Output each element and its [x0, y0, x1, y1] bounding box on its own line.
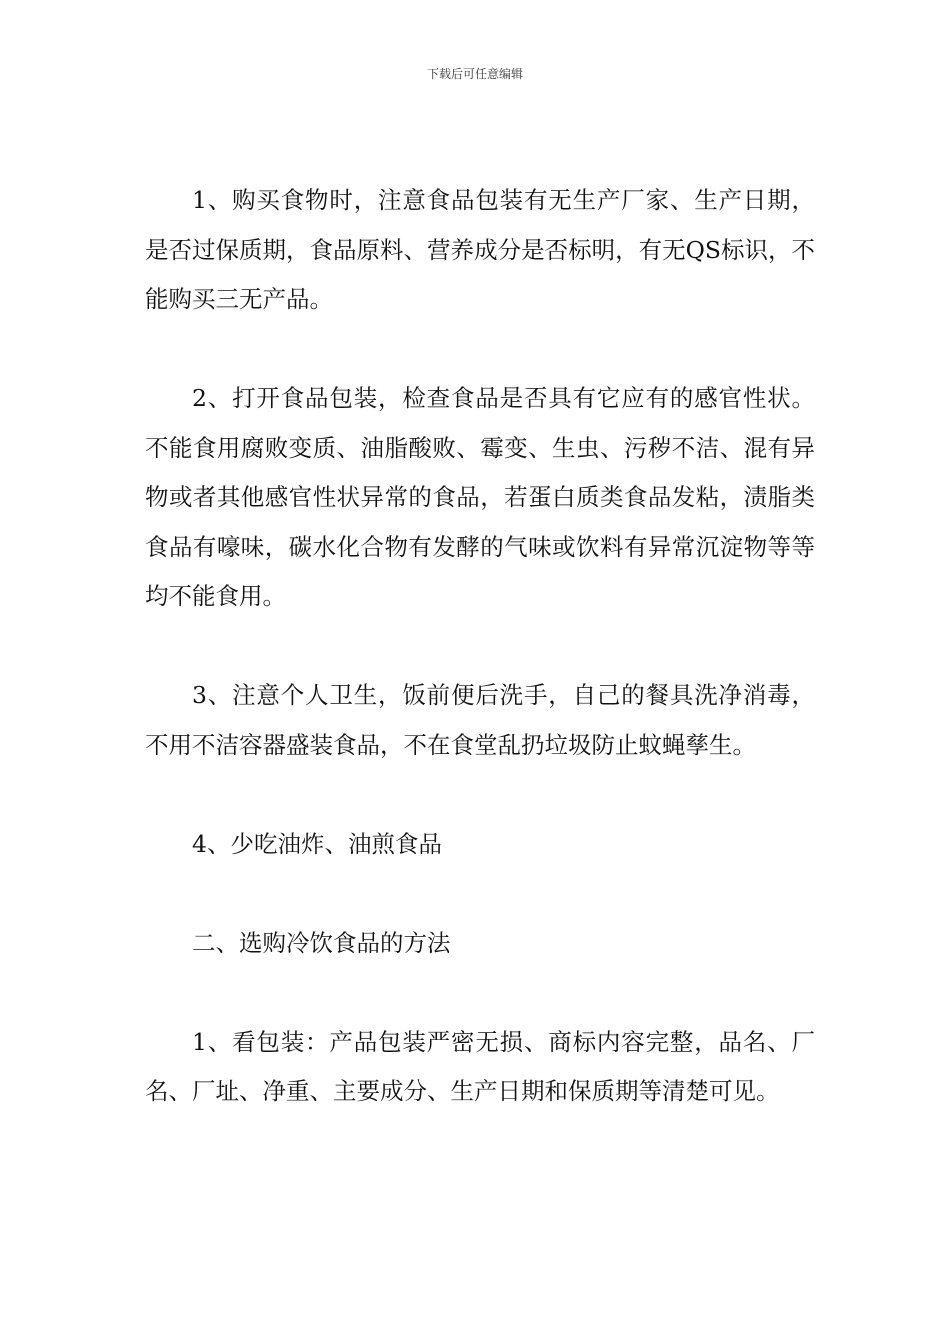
paragraph-buying-food: 1、购买食物时，注意食品包装有无生产厂家、生产日期，是否过保质期，食品原料、营养成分是否标明，有无QS标识，不能购买三无产品。 [145, 186, 815, 313]
paragraph-spacer [145, 770, 815, 820]
paragraph-open-package: 2、打开食品包装，检查食品是否具有它应有的感官性状。不能食用腐败变质、油脂酸败、霉变、生虫、污秽不洁、混有异物或者其他感官性状异常的食品，若蛋白质类食品发粘，渍脂类食品有嚎味，碳水化合物有发酵的气味或饮料有异常沉淀物等等均不能食用。 [145, 384, 815, 610]
paragraph-check-packaging: 1、看包装：产品包装严密无损、商标内容完整，品名、厂名、厂址、净重、主要成分、生产日期和保质期等清楚可见。 [145, 1027, 815, 1105]
paragraph-spacer [145, 622, 815, 672]
paragraph-spacer [145, 325, 815, 375]
paragraph-spacer [145, 869, 815, 919]
page-header: 下载后可任意编辑 [426, 67, 523, 81]
paragraph-personal-hygiene: 3、注意个人卫生，饭前便后洗手，自己的餐具洗净消毒，不用不洁容器盛装食品，不在食堂乱扔垃圾防止蚊蝇孳生。 [145, 681, 815, 759]
section-heading-cold-drinks: 二、选购冷饮食品的方法 [192, 928, 451, 957]
paragraph-spacer [145, 968, 815, 1018]
document-body [145, 176, 815, 1117]
paragraph-fried-food: 4、少吃油炸、油煎食品 [192, 829, 442, 858]
